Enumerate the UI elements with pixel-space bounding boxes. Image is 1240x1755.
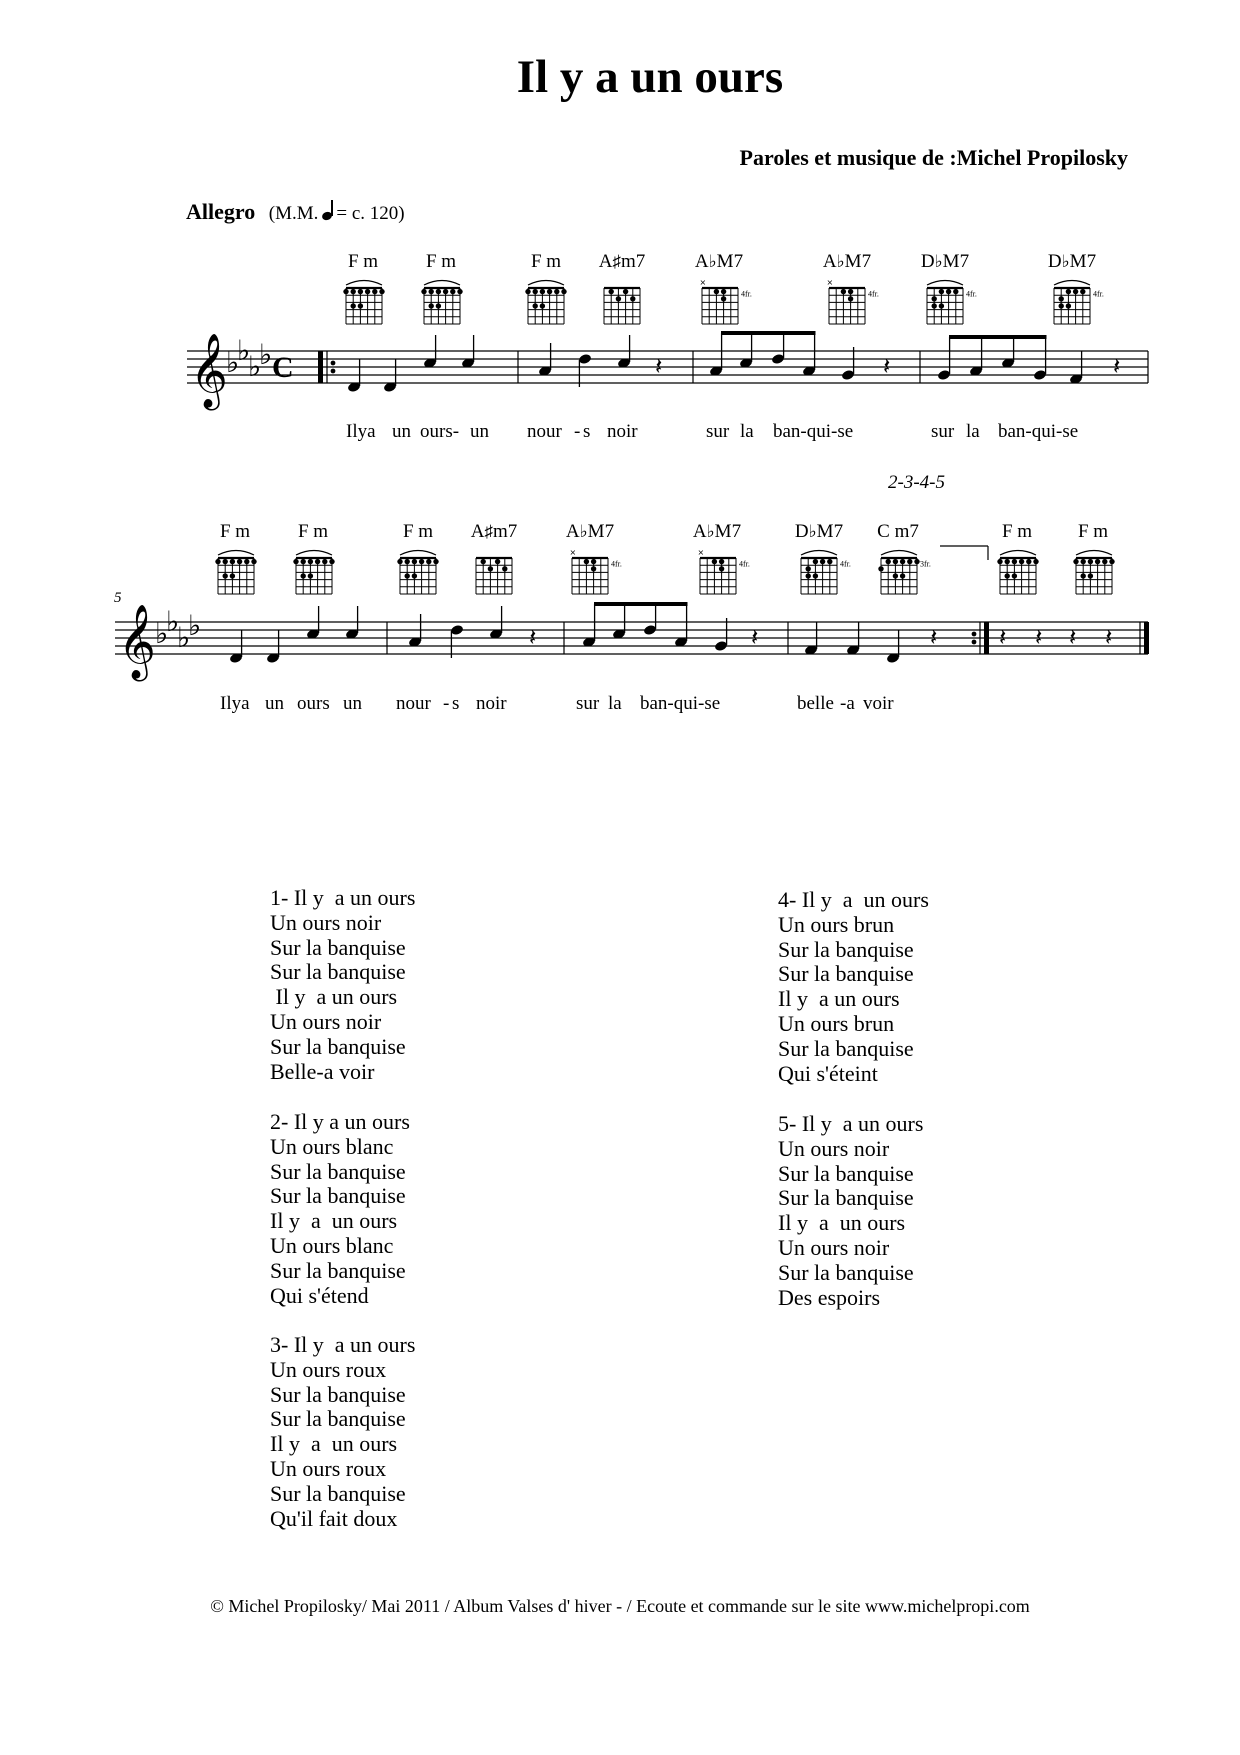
chord-name: A♭M7 [565, 521, 615, 542]
finger-dot [358, 303, 363, 308]
chord-name: F m [402, 521, 434, 542]
quarter-rest-icon: 𝄽 [751, 623, 759, 651]
fret-label: 3fr. [920, 559, 931, 569]
lyric-syllable: la [740, 421, 754, 442]
finger-dot [533, 289, 538, 294]
ending-bracket-label: 2-3-4-5 [888, 472, 945, 493]
finger-dot [848, 289, 853, 294]
chord-name: F m [1077, 521, 1109, 542]
lyric-syllable: - [443, 693, 450, 714]
finger-dot [1095, 559, 1100, 564]
finger-dot [721, 296, 726, 301]
finger-dot [223, 559, 228, 564]
flat-icon: ♭ [155, 617, 169, 650]
finger-dot [997, 559, 1002, 564]
lyric-syllable: Ilya [220, 693, 250, 714]
flat-icon: ♭ [237, 334, 251, 367]
finger-dot [397, 559, 402, 564]
verse-line: Sur la banquise [270, 1183, 406, 1209]
chord-name: F m [297, 521, 329, 542]
finger-dot [878, 566, 883, 571]
music-score [0, 0, 1240, 760]
lyric-syllable: la [966, 421, 980, 442]
quarter-rest-icon: 𝄽 [529, 623, 537, 651]
chord-name: A♯m7 [598, 251, 646, 272]
verse-line: 4- Il y a un ours [778, 887, 929, 912]
finger-dot [419, 559, 424, 564]
flat-icon: ♭ [166, 605, 180, 638]
lyric-syllable: un [265, 693, 284, 714]
verse-1 [270, 886, 415, 1084]
finger-dot [308, 559, 313, 564]
finger-dot [719, 559, 724, 564]
repeat-dot [972, 640, 977, 645]
fret-label: 4fr. [741, 289, 752, 299]
finger-dot [893, 559, 898, 564]
lyric-syllable: ours- [420, 421, 460, 442]
chord-name: F m [219, 521, 251, 542]
lyric-syllable: ban-qui-se [640, 693, 721, 714]
finger-dot [946, 289, 951, 294]
metronome-prefix: (M.M. [268, 203, 319, 224]
barre-arc [1076, 551, 1112, 556]
chord-diagram [525, 281, 566, 325]
finger-dot [450, 289, 455, 294]
chord-name: F m [1001, 521, 1033, 542]
verse-line: Un ours roux [270, 1455, 387, 1481]
finger-dot [308, 573, 313, 578]
finger-dot [436, 289, 441, 294]
beam [594, 602, 688, 606]
finger-dot [1073, 559, 1078, 564]
flat-icon: ♭ [188, 609, 202, 642]
chord-name: D♭M7 [1047, 251, 1097, 272]
finger-dot [841, 289, 846, 294]
chord-diagram [698, 548, 750, 594]
finger-dot [1080, 289, 1085, 294]
finger-dot [1005, 559, 1010, 564]
verse-line: Qui s'éteint [778, 1060, 878, 1086]
verse-line: Sur la banquise [270, 1381, 406, 1407]
finger-dot [481, 559, 486, 564]
lyric-syllable: -a [840, 693, 855, 714]
finger-dot [426, 559, 431, 564]
finger-dot [1081, 559, 1086, 564]
chord-name: A♭M7 [694, 251, 744, 272]
finger-dot [712, 559, 717, 564]
chord-diagram [827, 278, 879, 324]
finger-dot [609, 289, 614, 294]
verse-line: Belle-a voir [270, 1058, 375, 1084]
finger-dot [932, 303, 937, 308]
finger-dot [429, 289, 434, 294]
barre-arc [1054, 281, 1090, 286]
fret-label: 4fr. [611, 559, 622, 569]
chord-diagram [215, 551, 256, 595]
chord-diagram [1054, 281, 1104, 325]
finger-dot [584, 559, 589, 564]
quarter-rest-icon: 𝄽 [999, 623, 1007, 651]
mute-mark: × [826, 278, 834, 287]
finger-dot [1019, 559, 1024, 564]
verse-line: Sur la banquise [270, 1033, 406, 1059]
finger-dot [457, 289, 462, 294]
verse-line: Sur la banquise [270, 1158, 406, 1184]
finger-dot [914, 559, 919, 564]
barre-arc [346, 281, 382, 286]
verse-4 [778, 888, 929, 1086]
chord-diagram [1073, 551, 1114, 595]
finger-dot [561, 289, 566, 294]
finger-dot [412, 559, 417, 564]
verse-line: Sur la banquise [270, 1480, 406, 1506]
finger-dot [343, 289, 348, 294]
finger-dot [616, 296, 621, 301]
verse-line: Un ours blanc [270, 1232, 394, 1258]
verse-line: 1- Il y a un ours [270, 885, 416, 910]
chord-name: F m [347, 251, 379, 272]
finger-dot [932, 296, 937, 301]
mute-mark: × [699, 278, 707, 287]
finger-dot [1088, 559, 1093, 564]
chord-name: F m [530, 251, 562, 272]
finger-dot [237, 559, 242, 564]
lyric-syllable: noir [476, 693, 507, 714]
verse-line: Sur la banquise [270, 959, 406, 985]
verse-line: Un ours brun [778, 1010, 895, 1036]
lyric-syllable: sur [931, 421, 955, 442]
finger-dot [329, 559, 334, 564]
verse-line: Un ours roux [270, 1356, 387, 1382]
finger-dot [806, 566, 811, 571]
finger-dot [244, 559, 249, 564]
verse-line: Un ours noir [270, 909, 382, 935]
repeat-dot [331, 369, 336, 374]
lyric-syllable: un [470, 421, 489, 442]
finger-dot [813, 573, 818, 578]
chord-name: C m7 [877, 521, 919, 542]
lyric-syllable: un [343, 693, 362, 714]
finger-dot [1005, 573, 1010, 578]
finger-dot [351, 303, 356, 308]
finger-dot [1012, 559, 1017, 564]
verse-line: 2- Il y a un ours [270, 1109, 410, 1134]
flat-icon: ♭ [226, 346, 240, 379]
lyric-syllable: s [452, 693, 460, 714]
verse-line: Sur la banquise [778, 1035, 914, 1061]
finger-dot [806, 573, 811, 578]
verse-line: Sur la banquise [778, 1185, 914, 1211]
chord-diagram [293, 551, 334, 595]
verse-line: Il y a un ours [270, 1208, 398, 1234]
barre-arc [400, 551, 436, 556]
finger-dot [813, 559, 818, 564]
finger-dot [301, 573, 306, 578]
fret-label: 4fr. [1093, 289, 1104, 299]
verse-5 [778, 1112, 923, 1310]
finger-dot [1066, 303, 1071, 308]
chord-diagram [476, 558, 512, 594]
finger-dot [848, 296, 853, 301]
lyric-syllable: ban-qui-se [998, 421, 1079, 442]
measure-number: 5 [114, 590, 122, 606]
barre-arc [1000, 551, 1036, 556]
chord-name: A♭M7 [692, 521, 742, 542]
chord-diagram [997, 551, 1038, 595]
finger-dot [900, 573, 905, 578]
finger-dot [591, 566, 596, 571]
finger-dot [1109, 559, 1114, 564]
chord-diagram [927, 281, 977, 325]
repeat-thick-bar [984, 622, 989, 654]
quarter-rest-icon: 𝄽 [1035, 623, 1043, 651]
tempo-word: Allegro [186, 199, 256, 224]
finger-dot [301, 559, 306, 564]
quarter-rest-icon: 𝄽 [883, 352, 891, 380]
finger-dot [1026, 559, 1031, 564]
finger-dot [1102, 559, 1107, 564]
verse-line: Il y a un ours [270, 984, 398, 1010]
quarter-rest-icon: 𝄽 [930, 623, 938, 651]
finger-dot [405, 573, 410, 578]
repeat-thick-bar [318, 351, 323, 383]
chord-diagram [343, 281, 384, 325]
composer-credit: Paroles et musique de :Michel Propilosky [739, 145, 1128, 170]
finger-dot [1081, 573, 1086, 578]
treble-clef-icon: 𝄞 [190, 334, 228, 408]
finger-dot [827, 559, 832, 564]
fret-label: 4fr. [840, 559, 851, 569]
flat-icon: ♭ [177, 621, 191, 654]
lyric-syllable: belle [797, 693, 834, 714]
chord-diagram [700, 278, 752, 324]
finger-dot [820, 559, 825, 564]
finger-dot [433, 559, 438, 564]
finger-dot [540, 289, 545, 294]
lyric-syllable: la [608, 693, 622, 714]
chord-name: D♭M7 [920, 251, 970, 272]
barre-arc [881, 551, 917, 556]
chord-name: A♭M7 [822, 251, 872, 272]
repeat-dot [972, 632, 977, 637]
verse-line: Il y a un ours [778, 1210, 906, 1236]
finger-dot [623, 289, 628, 294]
verse-line: Il y a un ours [270, 1431, 398, 1457]
lyric-syllable: sur [576, 693, 600, 714]
barre-arc [296, 551, 332, 556]
finger-dot [540, 303, 545, 308]
lyric-syllable: ban-qui-se [773, 421, 854, 442]
lyric-syllable: ours [297, 693, 330, 714]
verse-2 [270, 1110, 410, 1308]
fret-label: 4fr. [966, 289, 977, 299]
finger-dot [533, 303, 538, 308]
lyric-syllable: voir [863, 693, 894, 714]
finger-dot [719, 566, 724, 571]
finger-dot [351, 289, 356, 294]
quarter-rest-icon: 𝄽 [1069, 623, 1077, 651]
finger-dot [502, 566, 507, 571]
verse-line: Sur la banquise [778, 1259, 914, 1285]
chord-diagram [570, 548, 622, 594]
finger-dot [215, 559, 220, 564]
finger-dot [554, 289, 559, 294]
chord-name: A♯m7 [470, 521, 518, 542]
chord-diagram [801, 551, 851, 595]
repeat-dot [331, 361, 336, 366]
chord-diagram [421, 281, 462, 325]
mute-mark: × [697, 548, 705, 557]
finger-dot [405, 559, 410, 564]
finger-dot [488, 566, 493, 571]
verse-line: Sur la banquise [270, 1406, 406, 1432]
verse-line: Qu'il fait doux [270, 1505, 398, 1531]
finger-dot [223, 573, 228, 578]
common-time-icon: C [272, 351, 294, 384]
lyric-syllable: nour [527, 421, 562, 442]
finger-dot [322, 559, 327, 564]
finger-dot [886, 559, 891, 564]
finger-dot [365, 289, 370, 294]
treble-clef-icon: 𝄞 [118, 605, 156, 679]
finger-dot [1066, 289, 1071, 294]
chord-name: F m [425, 251, 457, 272]
finger-dot [1059, 303, 1064, 308]
finger-dot [443, 289, 448, 294]
lyric-syllable: noir [607, 421, 638, 442]
barre-arc [424, 281, 460, 286]
finger-dot [939, 289, 944, 294]
lyric-syllable: sur [706, 421, 730, 442]
flat-icon: ♭ [248, 350, 262, 383]
finger-dot [251, 559, 256, 564]
finger-dot [421, 289, 426, 294]
finger-dot [372, 289, 377, 294]
verse-line: Un ours blanc [270, 1133, 394, 1159]
barre-arc [218, 551, 254, 556]
finger-dot [630, 296, 635, 301]
verse-line: Sur la banquise [270, 1257, 406, 1283]
quarter-rest-icon: 𝄽 [1105, 623, 1113, 651]
verse-line: Sur la banquise [778, 936, 914, 962]
finger-dot [893, 573, 898, 578]
finger-dot [900, 559, 905, 564]
finger-dot [230, 559, 235, 564]
verse-line: Un ours noir [778, 1234, 890, 1260]
lyric-syllable: s [583, 421, 591, 442]
verse-line: Un ours noir [778, 1135, 890, 1161]
verse-line: Un ours brun [778, 911, 895, 937]
finger-dot [358, 289, 363, 294]
finger-dot [721, 289, 726, 294]
quarter-rest-icon: 𝄽 [1113, 352, 1121, 380]
page-title: Il y a un ours [516, 51, 784, 103]
verse-3 [270, 1333, 415, 1531]
finger-dot [1088, 573, 1093, 578]
flat-icon: ♭ [259, 338, 273, 371]
verse-line: Qui s'étend [270, 1282, 369, 1308]
finger-dot [907, 559, 912, 564]
finger-dot [953, 289, 958, 294]
mute-mark: × [569, 548, 577, 557]
verse-line: 3- Il y a un ours [270, 1332, 416, 1357]
finger-dot [412, 573, 417, 578]
final-thick-bar [1144, 622, 1149, 654]
finger-dot [1073, 289, 1078, 294]
verse-line: Un ours noir [270, 1008, 382, 1034]
finger-dot [525, 289, 530, 294]
fret-label: 4fr. [868, 289, 879, 299]
verse-line: Sur la banquise [778, 1160, 914, 1186]
finger-dot [293, 559, 298, 564]
lyric-syllable: Ilya [346, 421, 376, 442]
beam [721, 331, 816, 335]
finger-dot [379, 289, 384, 294]
finger-dot [230, 573, 235, 578]
finger-dot [547, 289, 552, 294]
verse-line: Des espoirs [778, 1284, 881, 1310]
metronome-suffix: = c. 120) [336, 203, 405, 224]
chord-diagram [397, 551, 438, 595]
lyric-syllable: - [574, 421, 581, 442]
copyright-footer: © Michel Propilosky/ Mai 2011 / Album Valses d' hiver - / Ecoute et commande sur le site www.michelpropi.com [210, 1596, 1030, 1616]
finger-dot [1012, 573, 1017, 578]
chord-name: D♭M7 [794, 521, 844, 542]
finger-dot [315, 559, 320, 564]
finger-dot [714, 289, 719, 294]
beam [949, 335, 1047, 339]
finger-dot [495, 559, 500, 564]
barre-arc [528, 281, 564, 286]
finger-dot [429, 303, 434, 308]
finger-dot [591, 559, 596, 564]
finger-dot [1059, 296, 1064, 301]
barre-arc [927, 281, 963, 286]
finger-dot [939, 303, 944, 308]
finger-dot [436, 303, 441, 308]
fret-label: 4fr. [739, 559, 750, 569]
quarter-rest-icon: 𝄽 [655, 352, 663, 380]
lyric-syllable: un [392, 421, 411, 442]
chord-diagram [878, 551, 931, 595]
lyric-syllable: nour [396, 693, 431, 714]
verse-line: Sur la banquise [778, 961, 914, 987]
chord-diagram [604, 288, 640, 324]
verse-line: 5- Il y a un ours [778, 1111, 924, 1136]
finger-dot [1033, 559, 1038, 564]
barre-arc [801, 551, 837, 556]
verse-line: Sur la banquise [270, 934, 406, 960]
verse-line: Il y a un ours [778, 986, 900, 1012]
